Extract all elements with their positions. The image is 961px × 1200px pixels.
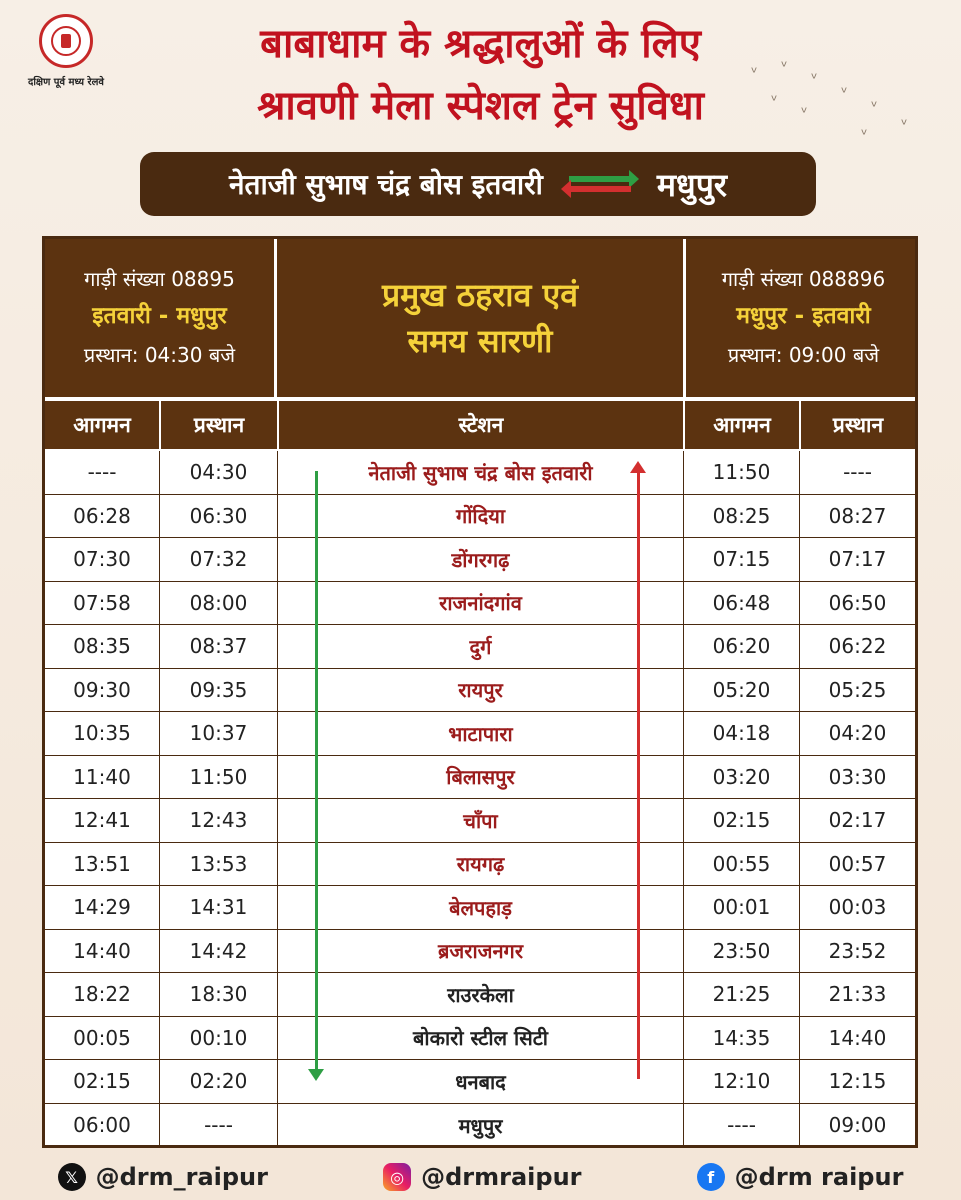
departure-down: 03:30 (799, 756, 915, 799)
table-row (45, 712, 915, 756)
departure-down: 02:17 (799, 799, 915, 842)
col-arrival-down: आगमन (683, 401, 799, 449)
station-name: मधुपुर (277, 1104, 683, 1148)
arrival-down: 12:10 (683, 1060, 799, 1103)
station-name: राउरकेला (277, 973, 683, 1016)
station-name: बिलासपुर (277, 756, 683, 799)
arrival-up: 18:22 (73, 982, 131, 1007)
station-name: रायपुर (277, 669, 683, 712)
departure-up: ---- (159, 1104, 277, 1148)
arrival-down: 11:50 (683, 451, 799, 494)
departure-down: 12:15 (799, 1060, 915, 1103)
departure-down: 06:50 (799, 582, 915, 625)
departure-down: 23:52 (799, 930, 915, 973)
arrival-down: 03:20 (683, 756, 799, 799)
timetable (42, 236, 918, 1148)
arrival-up: 11:40 (73, 764, 131, 789)
instagram-handle-text: @drmraipur (421, 1163, 582, 1191)
train-down-number: गाड़ी संख्या 088896 (721, 267, 886, 291)
table-row (45, 625, 915, 669)
departure-up: 09:35 (159, 669, 277, 712)
arrival-up: ---- (87, 460, 117, 485)
departure-up: 08:37 (159, 625, 277, 668)
col-departure-up: प्रस्थान (159, 401, 277, 449)
arrival-up: 12:41 (73, 808, 131, 833)
arrival-down: 14:35 (683, 1017, 799, 1060)
arrival-down: 23:50 (683, 930, 799, 973)
title-line-1: बाबाधाम के श्रद्धालुओं के लिए (260, 21, 701, 67)
timetable-header (45, 239, 915, 397)
facebook-handle[interactable] (697, 1163, 904, 1191)
col-departure-down: प्रस्थान (799, 401, 915, 449)
departure-down: 00:57 (799, 843, 915, 886)
arrival-down: 04:18 (683, 712, 799, 755)
departure-up: 08:00 (159, 582, 277, 625)
departure-up: 02:20 (159, 1060, 277, 1103)
timetable-title-line-2: समय सारणी (407, 322, 553, 360)
departure-down: ---- (799, 451, 915, 494)
departure-up: 13:53 (159, 843, 277, 886)
arrival-up: 10:35 (73, 721, 131, 746)
station-name: बेलपहाड़ (277, 886, 683, 929)
arrival-down: 06:48 (683, 582, 799, 625)
train-up-number: गाड़ी संख्या 08895 (84, 267, 235, 291)
instagram-icon: ◎ (383, 1163, 411, 1191)
station-name: दुर्ग (277, 625, 683, 668)
arrival-down: 06:20 (683, 625, 799, 668)
train-down-departure: प्रस्थान: 09:00 बजे (727, 343, 880, 367)
arrival-up: 06:00 (73, 1113, 131, 1138)
station-name: भाटापारा (277, 712, 683, 755)
train-up-departure: प्रस्थान: 04:30 बजे (83, 343, 236, 367)
departure-down: 06:22 (799, 625, 915, 668)
arrival-up: 06:28 (73, 503, 131, 528)
arrival-up: 09:30 (73, 677, 131, 702)
departure-down: 21:33 (799, 973, 915, 1016)
departure-down: 14:40 (799, 1017, 915, 1060)
departure-down: 08:27 (799, 495, 915, 538)
departure-up: 04:30 (159, 451, 277, 494)
arrival-up: 02:15 (73, 1069, 131, 1094)
departure-down: 09:00 (799, 1104, 915, 1148)
arrival-down: 21:25 (683, 973, 799, 1016)
station-name: बोकारो स्टील सिटी (277, 1017, 683, 1060)
table-row (45, 930, 915, 974)
arrival-down: 00:55 (683, 843, 799, 886)
departure-down: 05:25 (799, 669, 915, 712)
route-to: मधुपुर (656, 165, 727, 204)
timetable-title (277, 239, 683, 397)
train-down-info (683, 239, 921, 397)
train-up-info (45, 239, 277, 397)
table-row (45, 973, 915, 1017)
up-direction-arrow-icon (637, 471, 640, 1079)
station-name: डोंगरगढ़ (277, 538, 683, 581)
table-row (45, 1104, 915, 1148)
arrival-up: 08:35 (73, 634, 131, 659)
arrival-up: 13:51 (73, 851, 131, 876)
logo-text: दक्षिण पूर्व मध्य रेलवे (28, 77, 104, 88)
station-name: नेताजी सुभाष चंद्र बोस इतवारी (277, 451, 683, 494)
column-headers (45, 399, 915, 449)
arrival-up: 07:58 (73, 590, 131, 615)
x-twitter-icon: 𝕏 (58, 1163, 86, 1191)
departure-up: 00:10 (159, 1017, 277, 1060)
bidirectional-arrows-icon (569, 176, 631, 192)
station-name: गोंदिया (277, 495, 683, 538)
arrival-up: 07:30 (73, 547, 131, 572)
title-line-2: श्रावणी मेला स्पेशल ट्रेन सुविधा (257, 83, 704, 129)
social-footer (0, 1154, 961, 1200)
station-name: राजनांदगांव (277, 582, 683, 625)
arrival-down: 00:01 (683, 886, 799, 929)
table-row (45, 756, 915, 800)
departure-up: 06:30 (159, 495, 277, 538)
col-arrival-up: आगमन (73, 413, 131, 437)
timetable-rows (45, 451, 915, 1147)
arrival-down: 02:15 (683, 799, 799, 842)
departure-down: 00:03 (799, 886, 915, 929)
departure-up: 11:50 (159, 756, 277, 799)
table-row (45, 495, 915, 539)
birds-decoration: ᵛ ᵛ ᵛ ᵛ ᵛ ᵛ ᵛ ᵛ ᵛ (751, 57, 908, 144)
departure-up: 18:30 (159, 973, 277, 1016)
departure-up: 14:31 (159, 886, 277, 929)
arrival-up: 00:05 (73, 1025, 131, 1050)
table-row (45, 799, 915, 843)
table-row (45, 582, 915, 626)
route-banner (140, 152, 816, 216)
table-row (45, 1017, 915, 1061)
departure-up: 12:43 (159, 799, 277, 842)
table-row (45, 451, 915, 495)
departure-up: 10:37 (159, 712, 277, 755)
col-station: स्टेशन (277, 401, 683, 449)
down-direction-arrow-icon (315, 471, 318, 1071)
twitter-handle-text: @drm_raipur (95, 1163, 268, 1191)
station-name: रायगढ़ (277, 843, 683, 886)
station-name: चाँपा (277, 799, 683, 842)
train-down-route: मधुपुर - इतवारी (736, 303, 871, 329)
station-name: धनबाद (277, 1060, 683, 1103)
arrival-down: ---- (683, 1104, 799, 1148)
departure-down: 07:17 (799, 538, 915, 581)
table-row (45, 669, 915, 713)
departure-up: 14:42 (159, 930, 277, 973)
facebook-icon: f (697, 1163, 725, 1191)
departure-down: 04:20 (799, 712, 915, 755)
arrival-down: 08:25 (683, 495, 799, 538)
table-row (45, 1060, 915, 1104)
instagram-handle[interactable] (383, 1163, 581, 1191)
arrival-up: 14:40 (73, 938, 131, 963)
twitter-handle[interactable] (58, 1163, 268, 1191)
table-row (45, 538, 915, 582)
table-row (45, 886, 915, 930)
timetable-title-line-1: प्रमुख ठहराव एवं (381, 276, 579, 314)
arrival-down: 07:15 (683, 538, 799, 581)
arrival-up: 14:29 (73, 895, 131, 920)
arrival-down: 05:20 (683, 669, 799, 712)
departure-up: 07:32 (159, 538, 277, 581)
station-name: ब्रजराजनगर (277, 930, 683, 973)
train-up-route: इतवारी - मधुपुर (92, 303, 227, 329)
facebook-handle-text: @drm raipur (734, 1163, 904, 1191)
table-row (45, 843, 915, 887)
route-from: नेताजी सुभाष चंद्र बोस इतवारी (229, 168, 543, 201)
